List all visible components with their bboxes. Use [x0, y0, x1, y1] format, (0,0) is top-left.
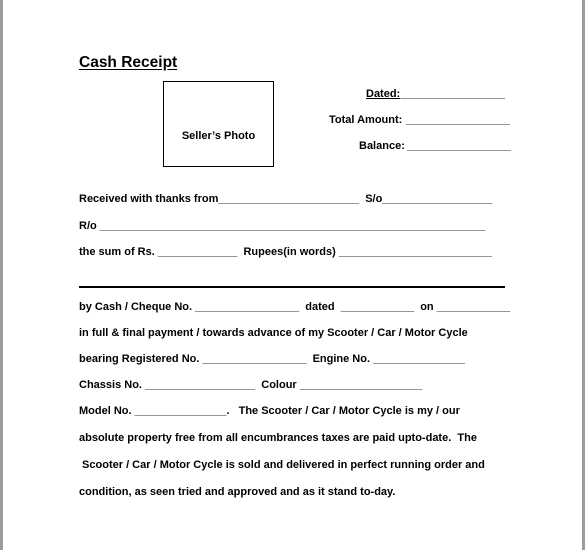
registration-line: bearing Registered No. _________________ Engine No. _______________: [79, 353, 465, 365]
property-line: absolute property free from all encumbrances taxes are paid upto-date. The: [79, 432, 477, 444]
total-amount-label: Total Amount:: [329, 114, 403, 126]
page-border-left: [0, 0, 3, 550]
section-divider: [79, 286, 505, 288]
payment-method-line: by Cash / Cheque No. _________________ dated ____________ on ____________: [79, 301, 511, 313]
total-amount-field[interactable]: _________________: [406, 114, 511, 126]
dated-label: Dated:: [366, 88, 401, 100]
balance-label: Balance:: [359, 140, 405, 152]
payment-purpose-line: in full & final payment / towards advance of my Scooter / Car / Motor Cycle: [79, 327, 468, 339]
chassis-line: Chassis No. __________________ Colour ____________________: [79, 379, 423, 391]
balance-field[interactable]: _________________: [407, 140, 512, 152]
received-from-line: Received with thanks from_______________________ S/o__________________: [79, 193, 493, 205]
receipt-title: Cash Receipt: [79, 54, 178, 71]
condition-line: condition, as seen tried and approved and as it stand to-day.: [79, 486, 396, 498]
model-line: Model No. _______________. The Scooter / Car / Motor Cycle is my / our: [79, 405, 460, 417]
dated-field[interactable]: _________________: [401, 88, 506, 100]
sum-line: the sum of Rs. _____________ Rupees(in words) _________________________: [79, 246, 492, 258]
delivery-line: Scooter / Car / Motor Cycle is sold and delivered in perfect running order and: [79, 459, 485, 471]
seller-photo-label: Seller’s Photo: [181, 130, 256, 142]
residence-line: R/o _______________________________________________________________: [79, 220, 486, 232]
seller-photo-box: [163, 81, 274, 167]
